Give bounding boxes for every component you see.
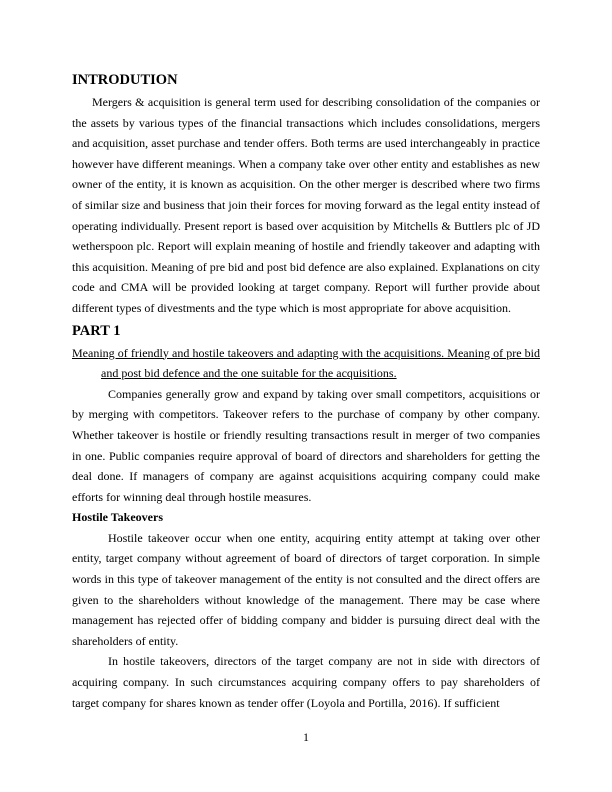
- hostile-takeovers-paragraph-1: Hostile takeover occur when one entity, acquiring entity attempt at taking over other entity, target company without agreement of board of directors of target corporation. In simple words in this type of takeover management of the entity is not consulted and the direct offers are given to the shareholders without knowledge of the management. There may be case where management has rejected offer of bidding company and bidder is pursuing direct deal with the shareholders of entity.: [72, 530, 540, 648]
- hostile-takeovers-paragraph-2: In hostile takeovers, directors of the target company are not in side with directors of acquiring company. In such circumstances acquiring company offers to pay shareholders of target company for shares known as tender offer (Loyola and Portilla, 2016). If sufficient: [72, 654, 540, 710]
- part-1-paragraph: Companies generally grow and expand by taking over small competitors, acquisitions or by merging with competitors. Takeover refers to the purchase of company by other company. Whether takeover is hostile or friendly resulting transactions result in merger of two companies in one. Public companies require approval of board of directors and shareholders for getting the deal done. If managers of company are against acquisitions acquiring company could make efforts for winning deal through hostile measures.: [72, 386, 540, 504]
- part-1-question: Meaning of friendly and hostile takeovers and adapting with the acquisitions. Meaning of pre bid and post bid defence and the one suitable for the acquisitions.: [72, 345, 540, 381]
- introduction-paragraph: Mergers & acquisition is general term used for describing consolidation of the companies or the assets by various types of the financial transactions which includes consolidations, mergers and acquisition, asset purchase and tender offers. Both terms are used interchangeably in practice however have different meanings. When a company take over other entity and establishes as new owner of the entity, it is known as acquisition. On the other merger is described where two firms of similar size and business that join their forces for moving forward as the legal entity instead of operating individually. Present report is based over acquisition by Mitchells & Buttlers plc of JD wetherspoon plc. Report will explain meaning of hostile and friendly takeover and adapting with this acquisition. Meaning of pre bid and post bid defence are also explained. Explanations on city code and CMA will be provided looking at target company. Report will further provide about different types of divestments and the type which is most appropriate for above acquisition.: [72, 95, 540, 315]
- hostile-takeovers-heading: Hostile Takeovers: [72, 510, 164, 525]
- introduction-heading: INTRODUTION: [72, 72, 178, 88]
- page-content: [72, 70, 540, 713]
- part-1-heading: PART 1: [72, 322, 121, 339]
- page-number: 1: [303, 730, 309, 744]
